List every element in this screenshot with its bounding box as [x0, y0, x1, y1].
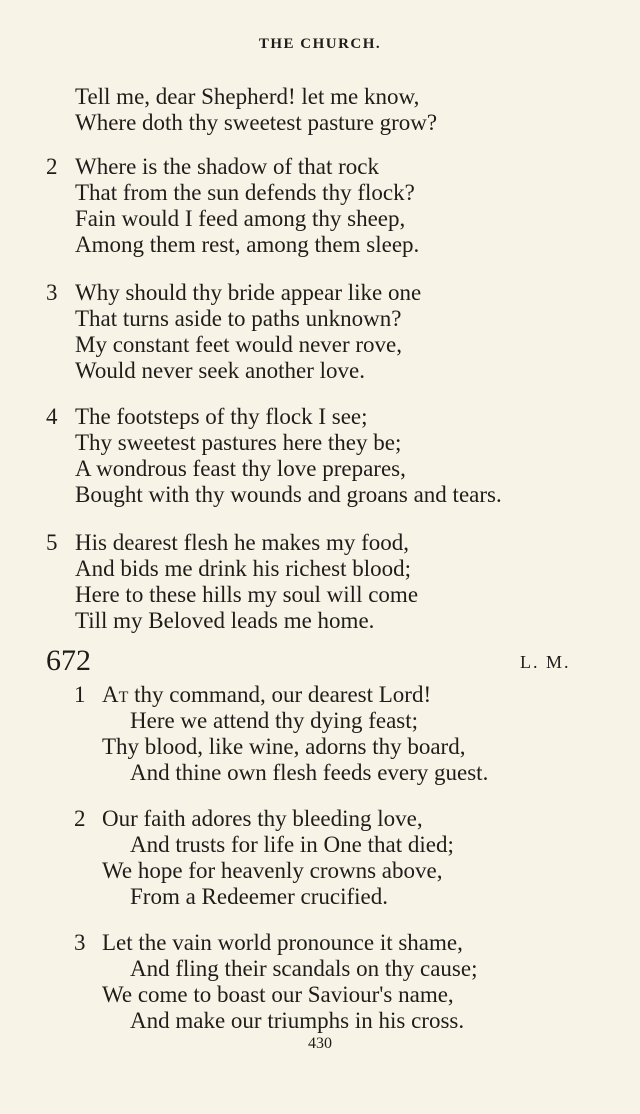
verse-line: Would never seek another love.	[75, 358, 366, 383]
verse-line: Among them rest, among them sleep.	[75, 232, 420, 257]
hymn-number: 672	[46, 644, 91, 677]
verse-line: Our faith adores thy bleeding love,	[102, 806, 423, 831]
verse-line: Let the vain world pronounce it shame,	[102, 930, 463, 955]
verse-line: Where doth thy sweetest pasture grow?	[75, 110, 438, 135]
meter-label: L. M.	[520, 652, 571, 672]
verse-line: Thy sweetest pastures here they be;	[75, 430, 402, 455]
verse-line: And trusts for life in One that died;	[130, 832, 454, 857]
verse-line: His dearest flesh he makes my food,	[75, 530, 410, 555]
verse-line: And fling their scandals on thy cause;	[130, 956, 478, 981]
verse-line: Till my Beloved leads me home.	[75, 608, 375, 633]
verse-line: We come to boast our Saviour's name,	[102, 982, 454, 1007]
verse-line: Here to these hills my soul will come	[75, 582, 419, 607]
verse-line: Fain would I feed among thy sheep,	[75, 206, 406, 231]
verse-line: From a Redeemer crucified.	[130, 884, 388, 909]
verse-line: That from the sun defends thy flock?	[75, 180, 415, 205]
stanza-number: 2	[74, 806, 86, 831]
verse-line: We hope for heavenly crowns above,	[102, 858, 443, 883]
verse-line: Thy blood, like wine, adorns thy board,	[102, 734, 466, 759]
stanza-number: 1	[74, 682, 86, 707]
stanza-number: 3	[46, 280, 58, 305]
verse-line: That turns aside to paths unknown?	[75, 306, 402, 331]
verse-line-rest: thy command, our dearest Lord!	[128, 682, 432, 707]
page-number: 430	[308, 1035, 332, 1052]
verse-line: Here we attend thy dying feast;	[130, 708, 419, 733]
running-head: THE CHURCH.	[258, 36, 382, 52]
first-word: At	[102, 682, 129, 707]
verse-line: Where is the shadow of that rock	[75, 154, 380, 179]
verse-line: And bids me drink his richest blood;	[75, 556, 412, 581]
stanza-number: 4	[46, 404, 58, 429]
verse-line: And thine own flesh feeds every guest.	[130, 760, 489, 785]
verse-line: My constant feet would never rove,	[75, 332, 403, 357]
stanza-number: 5	[46, 530, 58, 555]
stanza-number: 3	[74, 930, 86, 955]
verse-line: A wondrous feast thy love prepares,	[75, 456, 406, 481]
stanza-number: 2	[46, 154, 58, 179]
verse-line: And make our triumphs in his cross.	[130, 1008, 465, 1033]
verse-line: The footsteps of thy flock I see;	[75, 404, 368, 429]
verse-line	[102, 682, 431, 708]
verse-line: Why should thy bride appear like one	[75, 280, 422, 305]
verse-line: Tell me, dear Shepherd! let me know,	[75, 84, 420, 109]
verse-line: Bought with thy wounds and groans and tears.	[75, 482, 502, 507]
